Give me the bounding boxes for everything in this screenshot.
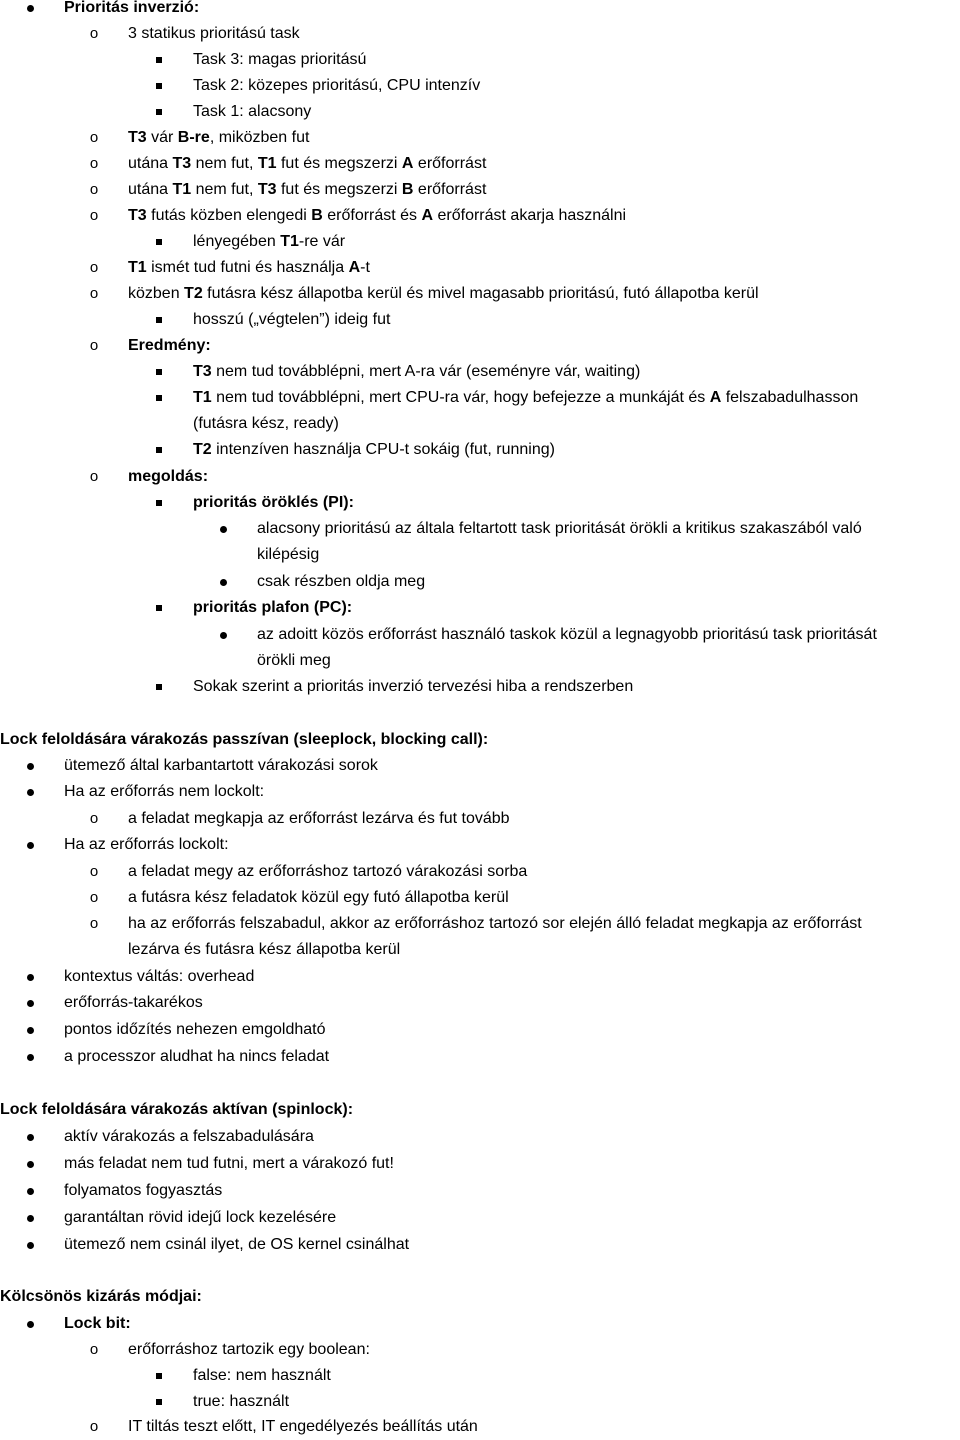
line-text [128, 885, 509, 911]
bullet-dot-icon [216, 622, 230, 648]
bold-text: megoldás: [128, 468, 209, 485]
line-text [128, 333, 211, 359]
section-heading [0, 1284, 960, 1310]
line-text [0, 727, 488, 753]
bold-text: prioritás plafon (PC): [193, 599, 353, 616]
line-text [64, 779, 264, 805]
list-item [0, 937, 960, 963]
text-run: ütemező által karbantartott várakozási sorok [64, 757, 378, 774]
bullet-dot-icon [23, 964, 37, 990]
bullet-circle-icon: o [89, 25, 99, 42]
bold-text: Lock bit: [64, 1315, 131, 1332]
text-run: felszabadulhasson [721, 389, 859, 406]
bold-text: A [401, 155, 414, 172]
bullet-square-icon [152, 307, 166, 333]
text-run: lezárva és futásra kész állapotba kerül [128, 941, 401, 958]
list-item [0, 832, 960, 858]
bullet-circle-icon: o [89, 889, 99, 906]
bold-text: Eredmény: [128, 337, 211, 354]
bold-text: T3 [128, 207, 147, 224]
text-run: false: nem használt [193, 1367, 331, 1384]
list-item [0, 1178, 960, 1204]
list-item [0, 859, 960, 885]
text-run: Task 1: alacsony [193, 103, 312, 120]
line-text [64, 0, 199, 21]
list-item [0, 385, 960, 411]
bullet-square-icon [152, 73, 166, 99]
line-text [128, 464, 208, 490]
line-text [193, 411, 339, 437]
section-heading [0, 727, 960, 753]
line-text [64, 1232, 409, 1258]
list-item [0, 359, 960, 385]
bullet-square-icon [152, 229, 166, 255]
text-run: nem fut, [191, 155, 258, 172]
text-run: utána [128, 181, 173, 198]
bold-text: Kölcsönös kizárás módjai: [0, 1288, 202, 1305]
bullet-circle-icon: o [89, 337, 99, 354]
text-run: garantáltan rövid idejű lock kezelésére [64, 1209, 337, 1226]
text-run: a processzor aludhat ha nincs feladat [64, 1048, 330, 1065]
list-item [0, 125, 960, 151]
bullet-square-icon [152, 595, 166, 621]
bold-text: prioritás öröklés (PI): [193, 494, 354, 511]
list-item [0, 1205, 960, 1231]
line-text [64, 964, 254, 990]
text-run: utána [128, 155, 173, 172]
text-run: közben [128, 285, 185, 302]
text-run: 3 statikus prioritású task [128, 25, 300, 42]
text-run: nem tud továbblépni, mert A-ra vár (eseményre vár, waiting) [211, 363, 641, 380]
line-text [0, 1097, 353, 1123]
line-text [128, 21, 300, 47]
bullet-dot-icon [23, 990, 37, 1016]
bullet-circle-icon: o [89, 129, 99, 146]
list-item [0, 516, 960, 542]
list-item [0, 1017, 960, 1043]
bullet-dot-icon [23, 1205, 37, 1231]
bold-text: Lock feloldására várakozás aktívan (spinlock): [0, 1101, 354, 1118]
bullet-square-icon [152, 674, 166, 700]
line-text [128, 125, 309, 151]
line-text [128, 1337, 370, 1363]
bullet-dot-icon [23, 1311, 37, 1337]
line-text [128, 1414, 478, 1440]
list-item [0, 1363, 960, 1389]
bullet-square-icon [152, 47, 166, 73]
text-run: hosszú („végtelen”) ideig fut [193, 311, 391, 328]
list-item [0, 490, 960, 516]
list-item [0, 99, 960, 125]
bold-text: T1 [257, 155, 277, 172]
list-item [0, 203, 960, 229]
text-run: folyamatos fogyasztás [64, 1182, 223, 1199]
text-run: a feladat megy az erőforráshoz tartozó várakozási sorba [128, 863, 528, 880]
line-text [193, 359, 640, 385]
line-text [193, 307, 390, 333]
line-text [64, 1311, 131, 1337]
line-text [64, 1124, 314, 1150]
list-item [0, 255, 960, 281]
list-item [0, 333, 960, 359]
text-run: Ha az erőforrás lockolt: [64, 836, 229, 853]
bullet-dot-icon [23, 753, 37, 779]
text-run: csak részben oldja meg [257, 573, 426, 590]
line-text [193, 47, 366, 73]
text-run: ismét tud futni és használja [146, 259, 349, 276]
line-text [193, 437, 555, 463]
list-item [0, 464, 960, 490]
line-text [193, 1363, 331, 1389]
list-item [0, 437, 960, 463]
text-run: a futásra kész feladatok közül egy futó állapotba kerül [128, 889, 509, 906]
list-item [0, 1151, 960, 1177]
list-item [0, 1389, 960, 1415]
list-item [0, 411, 960, 437]
section-heading [0, 1097, 960, 1123]
text-run: erőforrás-takarékos [64, 994, 203, 1011]
bullet-square-icon [152, 359, 166, 385]
line-text [257, 622, 877, 648]
line-text [193, 99, 311, 125]
list-item [0, 47, 960, 73]
list-item [0, 648, 960, 674]
text-run: erőforrást [413, 155, 487, 172]
bullet-circle-icon: o [89, 810, 99, 827]
bullet-square-icon [152, 385, 166, 411]
text-run: erőforrást [413, 181, 487, 198]
line-text [64, 832, 229, 858]
list-item [0, 990, 960, 1016]
line-text [128, 859, 527, 885]
bullet-square-icon [152, 490, 166, 516]
list-item [0, 151, 960, 177]
text-run: futás közben elengedi [146, 207, 312, 224]
list-item [0, 885, 960, 911]
bullet-circle-icon: o [89, 863, 99, 880]
line-text [64, 1205, 336, 1231]
list-item [0, 281, 960, 307]
text-run: alacsony prioritású az általa feltartott task prioritását örökli a kritikus szakaszából való [257, 520, 862, 537]
text-run: pontos időzítés nehezen emgoldható [64, 1021, 326, 1038]
line-text [257, 569, 425, 595]
bullet-dot-icon [216, 569, 230, 595]
text-run: az adoitt közös erőforrást használó taskok közül a legnagyobb prioritású task prioritását [257, 626, 877, 643]
bold-text: T1 [280, 233, 299, 250]
text-run: erőforrást és [322, 207, 422, 224]
text-run: nem tud továbblépni, mert CPU-ra vár, hogy befejezze a munkáját és [211, 389, 710, 406]
list-item [0, 1311, 960, 1337]
text-run: Task 3: magas prioritású [193, 51, 367, 68]
line-text [64, 1178, 222, 1204]
bullet-circle-icon: o [89, 285, 99, 302]
list-item [0, 911, 960, 937]
list-item [0, 229, 960, 255]
text-run: ütemező nem csinál ilyet, de OS kernel csinálhat [64, 1236, 410, 1253]
text-run: futásra kész állapotba kerül és mivel magasabb prioritású, futó állapotba kerül [202, 285, 759, 302]
text-run: a feladat megkapja az erőforrást lezárva és fut tovább [128, 810, 510, 827]
bold-text: B [401, 181, 414, 198]
bullet-circle-icon: o [89, 468, 99, 485]
line-text [257, 648, 331, 674]
line-text [128, 911, 862, 937]
line-text [193, 674, 633, 700]
bold-text: Prioritás inverzió: [64, 0, 200, 16]
text-run: ha az erőforrás felszabadul, akkor az erőforráshoz tartozó sor elején álló feladat megkapja az erőforrást [128, 915, 862, 932]
bold-text: A [709, 389, 722, 406]
bullet-circle-icon: o [89, 259, 99, 276]
text-run: true: használt [193, 1393, 290, 1410]
text-run: Ha az erőforrás nem lockolt: [64, 783, 265, 800]
bold-text: T3 [172, 155, 192, 172]
line-text [257, 516, 862, 542]
line-text [128, 177, 486, 203]
text-run: fut és megszerzi [276, 155, 402, 172]
text-run: Task 2: közepes prioritású, CPU intenzív [193, 77, 481, 94]
bullet-dot-icon [23, 1124, 37, 1150]
bullet-dot-icon [23, 1017, 37, 1043]
line-text [64, 753, 378, 779]
text-run: kontextus váltás: overhead [64, 968, 255, 985]
text-run: Sokak szerint a prioritás inverzió tervezési hiba a rendszerben [193, 678, 634, 695]
line-text [193, 490, 354, 516]
bold-text: T1 [193, 389, 212, 406]
bullet-square-icon [152, 1363, 166, 1389]
bullet-circle-icon: o [89, 181, 99, 198]
line-text [64, 1017, 326, 1043]
line-text [64, 990, 203, 1016]
list-item [0, 21, 960, 47]
line-text [128, 151, 486, 177]
bullet-dot-icon [216, 516, 230, 542]
list-item [0, 806, 960, 832]
list-item [0, 964, 960, 990]
list-item [0, 1232, 960, 1258]
list-item [0, 0, 960, 21]
bold-text: A [348, 259, 361, 276]
line-text [64, 1151, 394, 1177]
list-item [0, 177, 960, 203]
line-text [128, 281, 759, 307]
bold-text: T3 [128, 129, 147, 146]
text-run: más feladat nem tud futni, mert a várakozó fut! [64, 1155, 394, 1172]
line-text [128, 937, 400, 963]
list-item [0, 595, 960, 621]
line-text [193, 595, 352, 621]
text-run: vár [146, 129, 178, 146]
bullet-dot-icon [23, 1151, 37, 1177]
list-item [0, 1337, 960, 1363]
text-run: örökli meg [257, 652, 331, 669]
list-item [0, 674, 960, 700]
bold-text: T1 [128, 259, 147, 276]
bullet-dot-icon [23, 832, 37, 858]
text-run: IT tiltás teszt előtt, IT engedélyezés beállítás után [128, 1418, 478, 1435]
text-run: -re vár [298, 233, 346, 250]
line-text [128, 203, 626, 229]
list-item [0, 622, 960, 648]
text-run: -t [360, 259, 370, 276]
bullet-dot-icon [23, 1178, 37, 1204]
bullet-dot-icon [23, 779, 37, 805]
bold-text: B [311, 207, 323, 224]
bold-text: T1 [172, 181, 192, 198]
bold-text: T3 [257, 181, 277, 198]
list-item [0, 1124, 960, 1150]
list-item [0, 73, 960, 99]
text-run: intenzíven használja CPU-t sokáig (fut, running) [211, 441, 555, 458]
bullet-circle-icon: o [89, 155, 99, 172]
list-item [0, 307, 960, 333]
bullet-square-icon [152, 437, 166, 463]
bullet-circle-icon: o [89, 915, 99, 932]
text-run: lényegében [193, 233, 281, 250]
line-text [257, 542, 319, 568]
bullet-square-icon [152, 99, 166, 125]
text-run: fut és megszerzi [276, 181, 402, 198]
line-text [128, 255, 370, 281]
bullet-dot-icon [23, 1044, 37, 1070]
text-run: erőforráshoz tartozik egy boolean: [128, 1341, 370, 1358]
bullet-dot-icon [23, 0, 37, 21]
line-text [64, 1044, 329, 1070]
bullet-circle-icon: o [89, 1418, 99, 1435]
line-text [128, 806, 510, 832]
line-text [193, 385, 858, 411]
text-run: kilépésig [257, 546, 320, 563]
bold-text: T2 [193, 441, 212, 458]
bullet-square-icon [152, 1389, 166, 1415]
bullet-dot-icon [23, 1232, 37, 1258]
bullet-circle-icon: o [89, 207, 99, 224]
list-item [0, 542, 960, 568]
bold-text: B-re [177, 129, 210, 146]
bullet-circle-icon: o [89, 1341, 99, 1358]
bold-text: Lock feloldására várakozás passzívan (sleeplock, blocking call): [0, 731, 489, 748]
line-text [193, 73, 480, 99]
line-text [193, 229, 345, 255]
list-item [0, 753, 960, 779]
line-text [193, 1389, 289, 1415]
text-run: (futásra kész, ready) [193, 415, 339, 432]
line-text [0, 1284, 202, 1310]
bold-text: T3 [193, 363, 212, 380]
list-item [0, 779, 960, 805]
list-item [0, 1044, 960, 1070]
text-run: erőforrást akarja használni [433, 207, 627, 224]
text-run: aktív várakozás a felszabadulására [64, 1128, 314, 1145]
bold-text: T2 [184, 285, 203, 302]
bold-text: A [421, 207, 434, 224]
list-item [0, 1414, 960, 1440]
text-run: , miközben fut [209, 129, 310, 146]
list-item [0, 569, 960, 595]
text-run: nem fut, [191, 181, 258, 198]
